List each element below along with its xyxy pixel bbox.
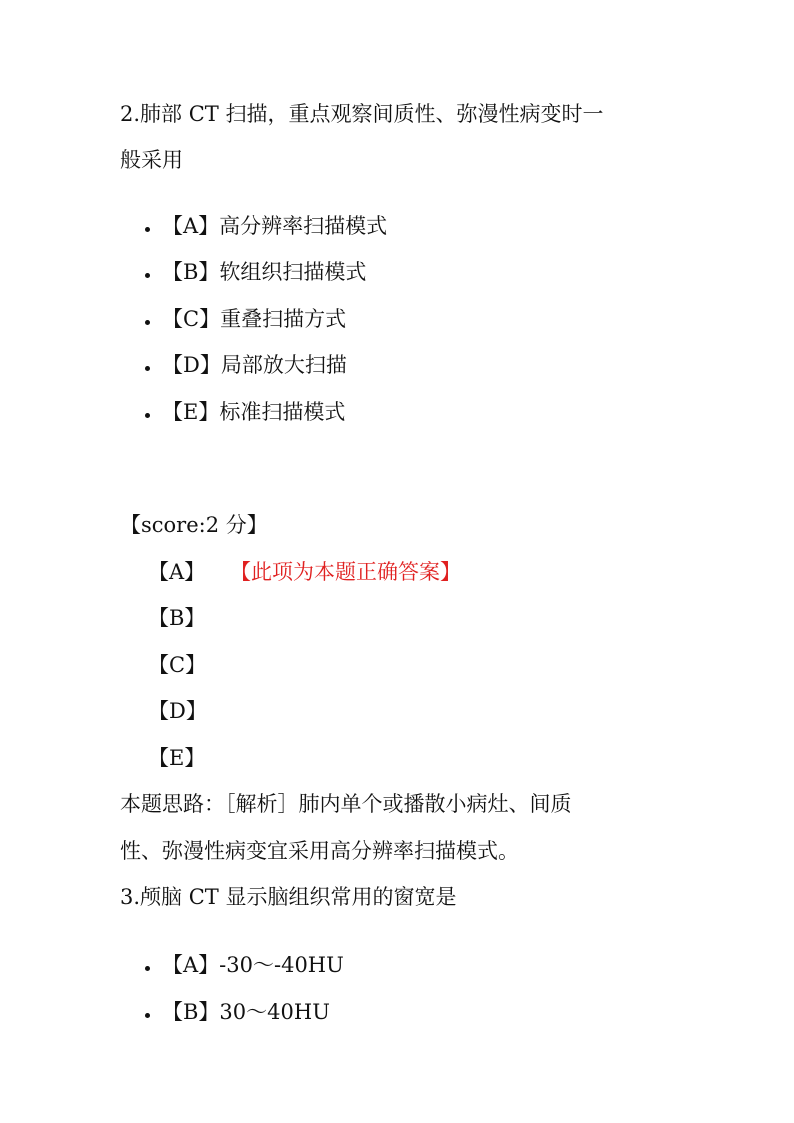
bullet-icon bbox=[145, 413, 150, 418]
bullet-icon bbox=[145, 320, 150, 325]
question-2-stem-line-1: 2.肺部 CT 扫描，重点观察间质性、弥漫性病变时一 bbox=[120, 102, 604, 126]
question-2-option-e[interactable]: 【E】标准扫描模式 bbox=[162, 400, 346, 424]
bullet-icon bbox=[145, 273, 150, 278]
question-2-option-b[interactable]: 【B】软组织扫描模式 bbox=[162, 260, 367, 284]
question-2-option-c[interactable]: 【C】重叠扫描方式 bbox=[162, 307, 347, 331]
answer-key-b: 【B】 bbox=[148, 606, 206, 630]
bullet-icon bbox=[145, 966, 150, 971]
answer-key-c: 【C】 bbox=[148, 653, 207, 677]
answer-key-d: 【D】 bbox=[148, 699, 207, 723]
bullet-icon bbox=[145, 366, 150, 371]
correct-answer-note: 【此项为本题正确答案】 bbox=[230, 560, 461, 584]
answer-key-e: 【E】 bbox=[148, 746, 206, 770]
bullet-icon bbox=[145, 1013, 150, 1018]
question-3-option-b[interactable]: 【B】30～40HU bbox=[162, 1000, 330, 1024]
question-2-explanation-line-1: 本题思路：［解析］肺内单个或播散小病灶、间质 bbox=[120, 792, 572, 816]
question-2-option-d[interactable]: 【D】局部放大扫描 bbox=[162, 353, 347, 377]
question-2-option-a[interactable]: 【A】高分辨率扫描模式 bbox=[162, 214, 388, 238]
question-3-option-a[interactable]: 【A】-30～-40HU bbox=[162, 953, 344, 977]
answer-key-a: 【A】 bbox=[148, 560, 206, 584]
bullet-icon bbox=[145, 227, 150, 232]
question-2-stem-line-2: 般采用 bbox=[120, 148, 183, 172]
question-2-explanation-line-2: 性、弥漫性病变宜采用高分辨率扫描模式。 bbox=[120, 839, 519, 863]
question-3-stem: 3.颅脑 CT 显示脑组织常用的窗宽是 bbox=[120, 885, 457, 909]
question-2-score: 【score:2 分】 bbox=[120, 513, 268, 537]
